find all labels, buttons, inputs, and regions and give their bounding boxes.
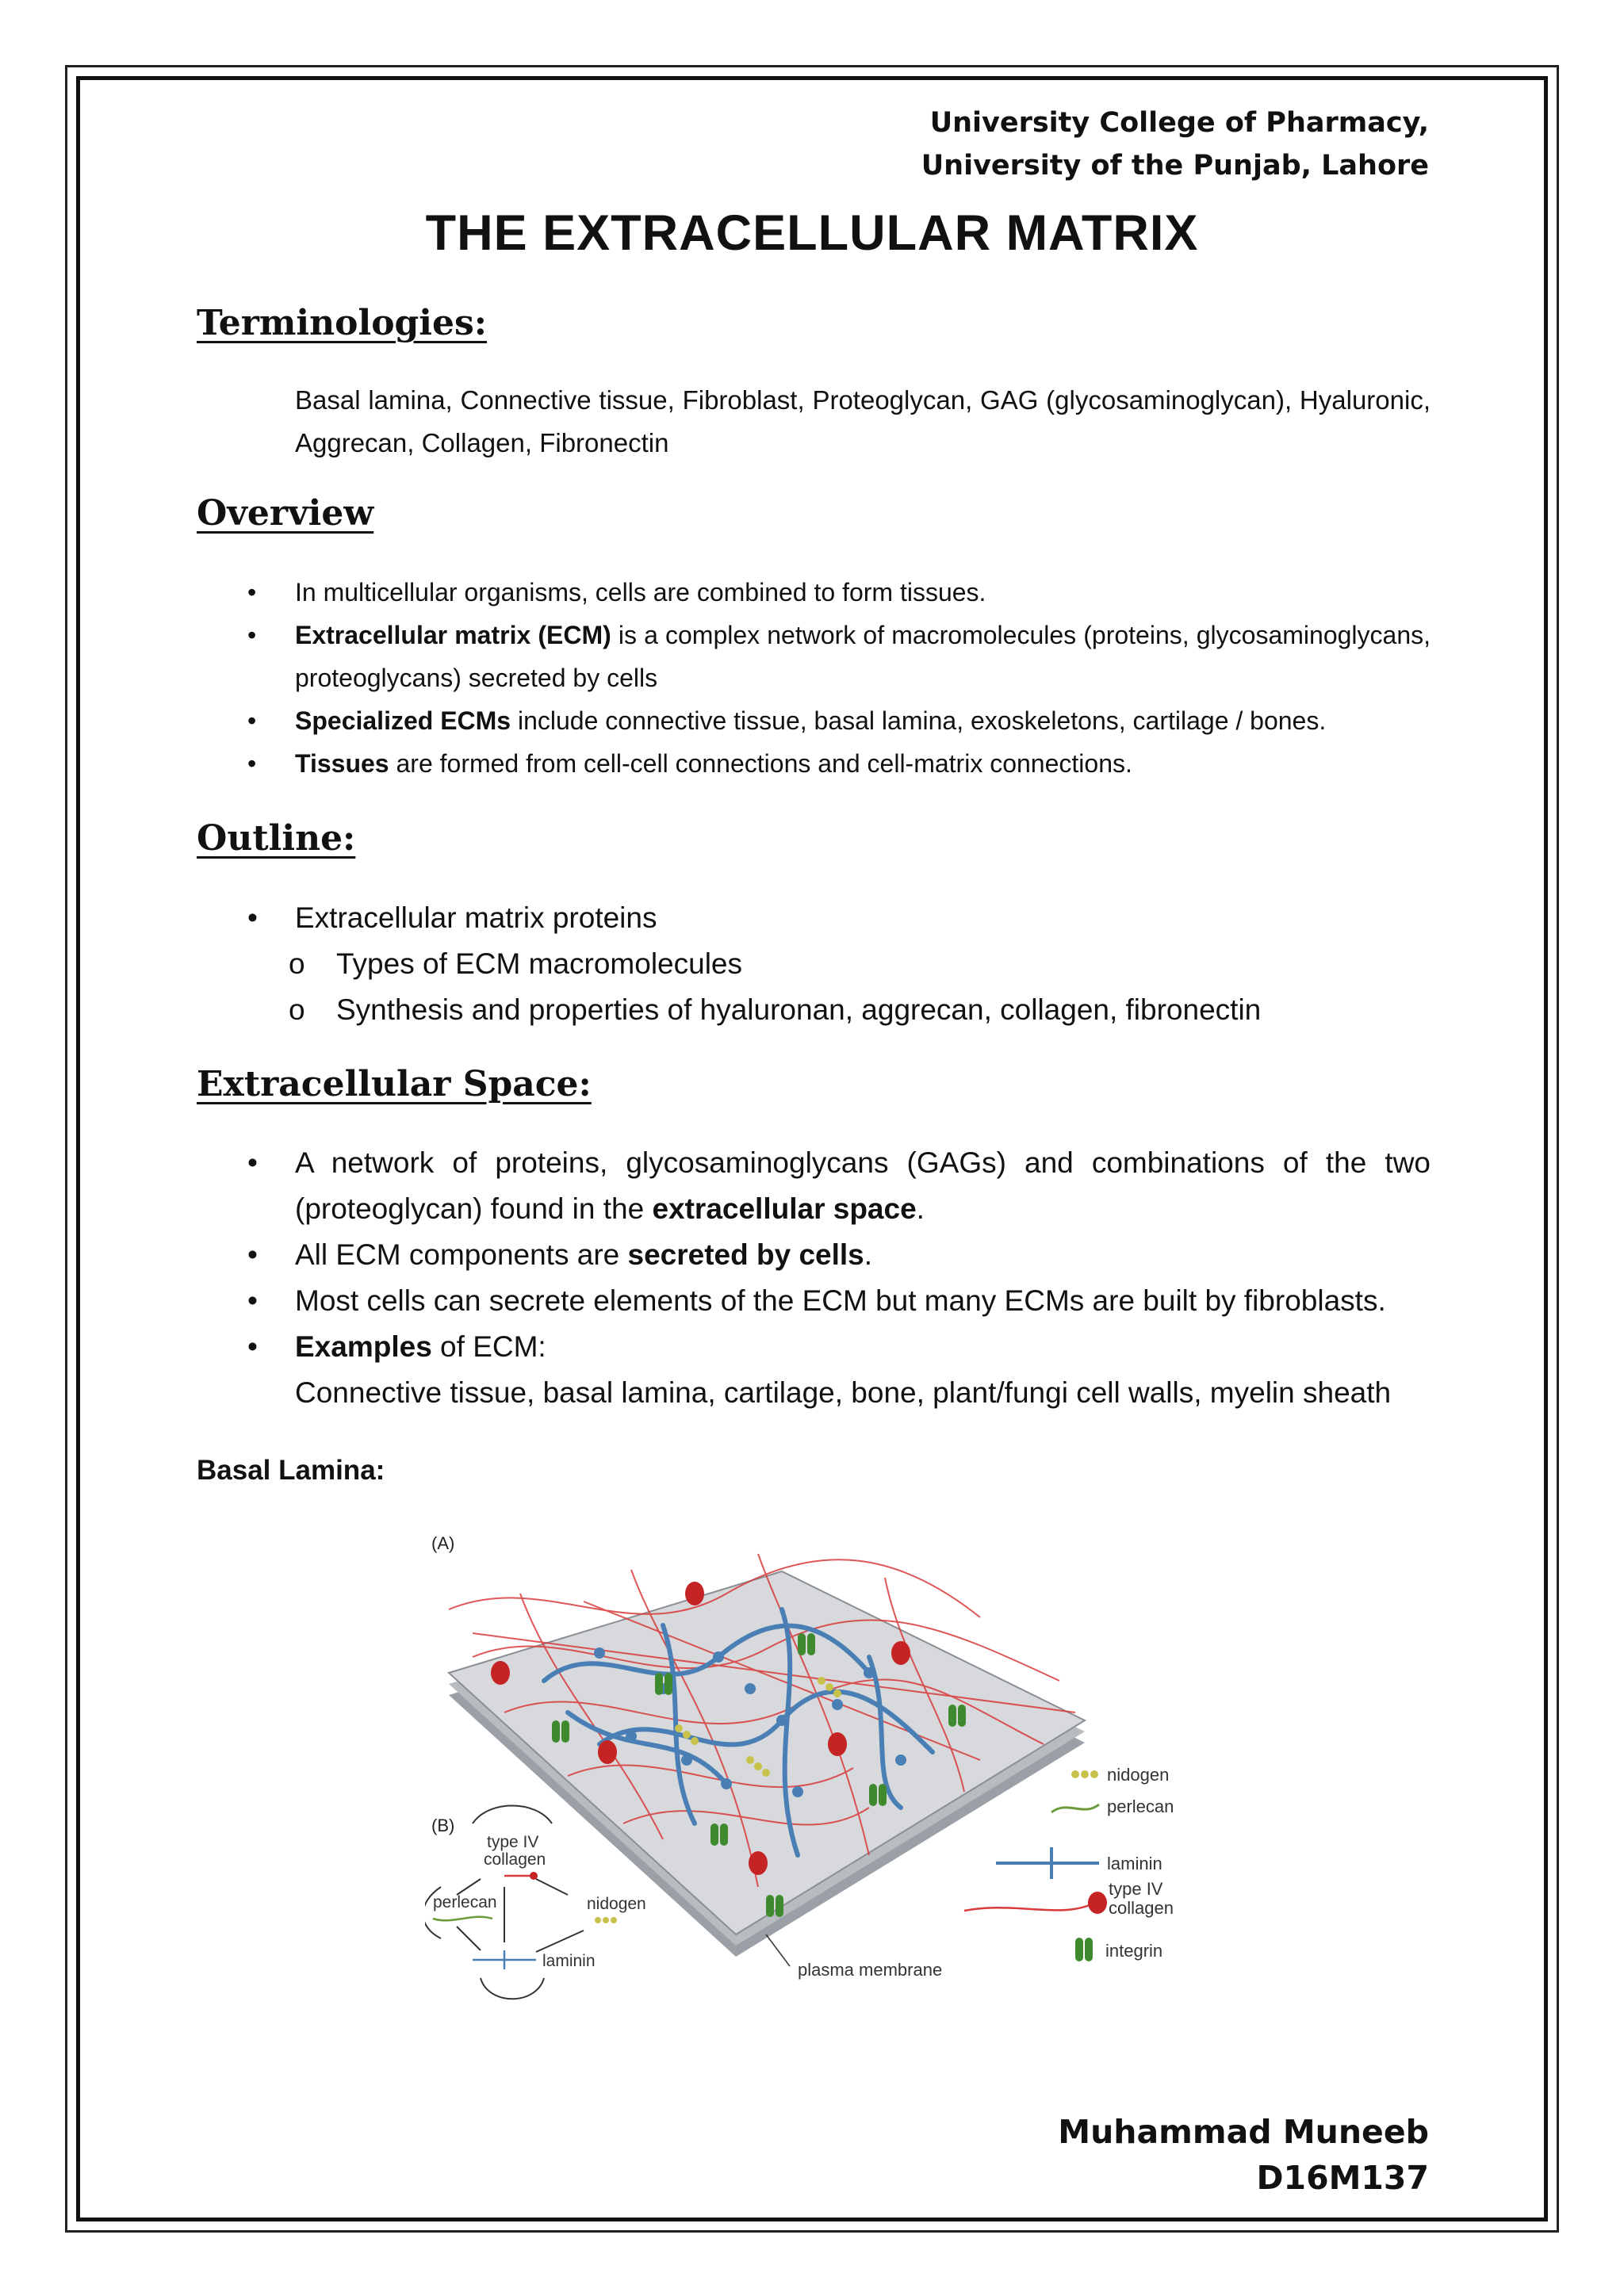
terminologies-text: Basal lamina, Connective tissue, Fibroblast, Proteoglycan, GAG (glycosaminoglycan), Hyaluronic, Aggrecan, Collagen, Fibronectin (295, 385, 1431, 457)
membrane-pointer (766, 1934, 790, 1966)
period: . (864, 1238, 873, 1271)
legend-nidogen: nidogen (1107, 1765, 1170, 1785)
overview-heading: Overview (197, 493, 374, 534)
terminologies-heading: Terminologies: (197, 303, 488, 343)
outline-list (238, 895, 1431, 941)
legend-perlecan: perlecan (1107, 1797, 1174, 1816)
overview-bullet-1: In multicellular organisms, cells are combined to form tissues. (295, 578, 986, 607)
collagen-swatch (964, 1904, 1091, 1911)
overview-bullet-2: is a complex network of macromolecules (proteins, glycosaminoglycans, proteoglycans) secreted by cells (295, 621, 1431, 692)
b-collagen-2: collagen (484, 1850, 546, 1869)
ecm-term: Extracellular matrix (ECM) (295, 621, 611, 649)
list-item (238, 571, 1431, 614)
overview-bullet-4: are formed from cell-cell connections and cell-matrix connections. (389, 749, 1132, 778)
outline-sublist (238, 941, 1431, 1033)
space-bullet-3: Most cells can secrete elements of the ECM but many ECMs are built by fibroblasts. (295, 1284, 1386, 1317)
specialized-ecms-term: Specialized ECMs (295, 706, 511, 735)
plasma-membrane-label: plasma membrane (798, 1960, 943, 1980)
basal-lamina-figure (425, 1522, 1218, 2014)
outline-sub-1: Types of ECM macromolecules (336, 947, 743, 980)
list-item (238, 614, 1431, 699)
nidogen-swatch (1071, 1770, 1098, 1778)
outline-sub-2: Synthesis and properties of hyaluronan, aggrecan, collagen, fibronectin (336, 993, 1262, 1026)
legend-collagen-1: type IV (1109, 1879, 1163, 1899)
list-item (238, 699, 1431, 742)
laminin-swatch (996, 1847, 1099, 1879)
collagen-head-swatch (1088, 1892, 1107, 1914)
basal-lamina-heading: Basal Lamina: (197, 1455, 385, 1486)
panel-a-label: (A) (431, 1533, 455, 1553)
perlecan-swatch (1051, 1804, 1099, 1812)
membrane-top-surface (449, 1571, 1085, 1934)
secreted-term: secreted by cells (627, 1238, 864, 1271)
b-laminin: laminin (542, 1952, 596, 1970)
overview-bullet-3: include connective tissue, basal lamina, exoskeletons, cartilage / bones. (511, 706, 1327, 735)
list-item (238, 742, 1431, 785)
outline-bullet-1: Extracellular matrix proteins (295, 901, 657, 934)
page-title: THE EXTRACELLULAR MATRIX (425, 205, 1199, 261)
affiliation (921, 101, 1429, 187)
b-nidogen: nidogen (587, 1895, 646, 1913)
period: . (916, 1192, 925, 1225)
space-heading: Extracellular Space: (197, 1064, 592, 1104)
examples-term: Examples (295, 1330, 432, 1363)
space-list (238, 1140, 1431, 1416)
author-name: Muhammad Muneeb (1058, 2113, 1429, 2151)
integrin-swatch (1075, 1938, 1093, 1961)
overview-list (238, 571, 1431, 785)
list-item (238, 1278, 1431, 1324)
space-bullet-1: A network of proteins, glycosaminoglycans (GAGs) and combinations of the two (proteoglycan) found in the (295, 1146, 1431, 1225)
extracellular-space-term: extracellular space (652, 1192, 917, 1225)
list-item (238, 895, 1431, 941)
legend-integrin: integrin (1105, 1941, 1163, 1961)
legend-laminin: laminin (1107, 1854, 1162, 1873)
list-item (238, 987, 1431, 1033)
list-item (238, 1324, 1431, 1416)
examples-list: Connective tissue, basal lamina, cartilage, bone, plant/fungi cell walls, myelin sheath (295, 1376, 1392, 1409)
author-id: D16M137 (1256, 2159, 1429, 2197)
panel-b-label: (B) (431, 1816, 455, 1835)
affiliation-line-2: University of the Punjab, Lahore (921, 150, 1429, 182)
b-perlecan: perlecan (433, 1893, 497, 1911)
b-collagen-1: type IV (487, 1833, 539, 1851)
legend-collagen-2: collagen (1109, 1898, 1174, 1918)
affiliation-line-1: University College of Pharmacy, (929, 107, 1429, 139)
space-bullet-4: of ECM: (431, 1330, 546, 1363)
tissues-term: Tissues (295, 749, 389, 778)
list-item (238, 941, 1431, 987)
space-bullet-2: All ECM components are (295, 1238, 628, 1271)
outline-heading: Outline: (197, 818, 356, 859)
list-item (238, 1232, 1431, 1278)
author-block (1058, 2109, 1429, 2201)
list-item (238, 1140, 1431, 1232)
